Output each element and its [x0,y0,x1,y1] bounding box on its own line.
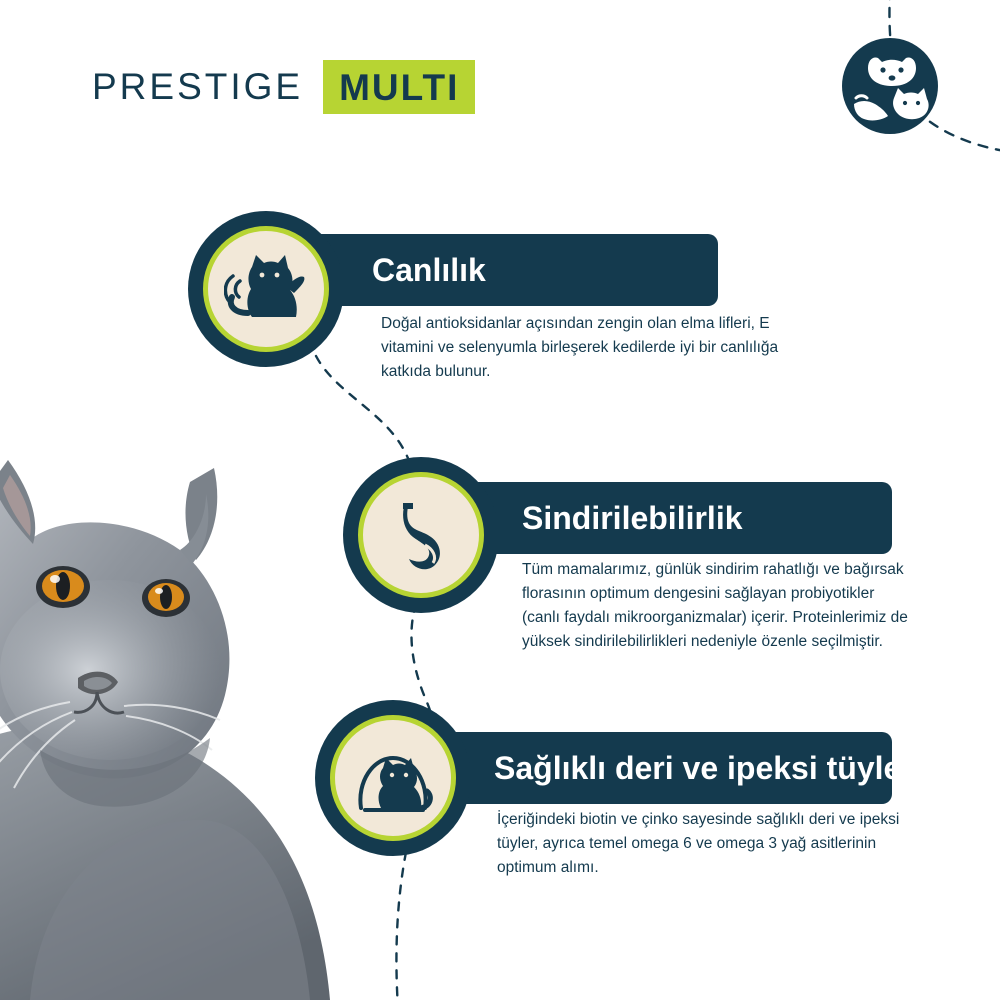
feature-2-title-bar [462,482,892,554]
feature-3-description: İçeriğindeki biotin ve çinko sayesinde sağlıklı deri ve ipeksi tüyler, ayrıca temel omega 6 ve omega 3 yağ asitlerinin optimum alımı. [497,811,900,877]
brand-name-multi: MULTI [339,66,460,108]
feature-2-description: Tüm mamalarımız, günlük sindirim rahatlığı ve bağırsak florasının optimum dengesini sağlayan probiyotikler (canlı faydalı mikroorganizmalar) içerir. Proteinlerimiz de yüksek sindirilebilirlikleri nedeniyle özenle seçilmiştir. [522,561,908,651]
brand-name-prestige: PRESTIGE [92,66,304,107]
feature-3-icon-badge [315,700,471,856]
feature-1-title: Canlılık [372,251,486,288]
feature-1-description: Doğal antioksidanlar açısından zengin olan elma lifleri, E vitamini ve selenyumla birleşerek kedilerde iyi bir canlılığa katkıda bulunur. [381,315,779,381]
feature-3-title: Sağlıklı deri ve ipeksi tüyler [494,749,914,786]
dog-cat-paw-icon [842,38,938,134]
dashed-connector-3 [360,850,440,1000]
brand-lockup [92,60,475,114]
feature-2-icon-badge [343,457,499,613]
feature-1-title-bar [310,234,718,306]
feature-2-title: Sindirilebilirlik [522,499,743,536]
stomach-digestion-icon [379,493,463,577]
feature-3-title-bar [432,732,914,804]
cat-silhouette-shine-icon [351,736,435,820]
cat-scratching-icon [224,247,308,331]
feature-1-icon-badge [188,211,344,367]
brand-multi-badge [323,60,475,114]
